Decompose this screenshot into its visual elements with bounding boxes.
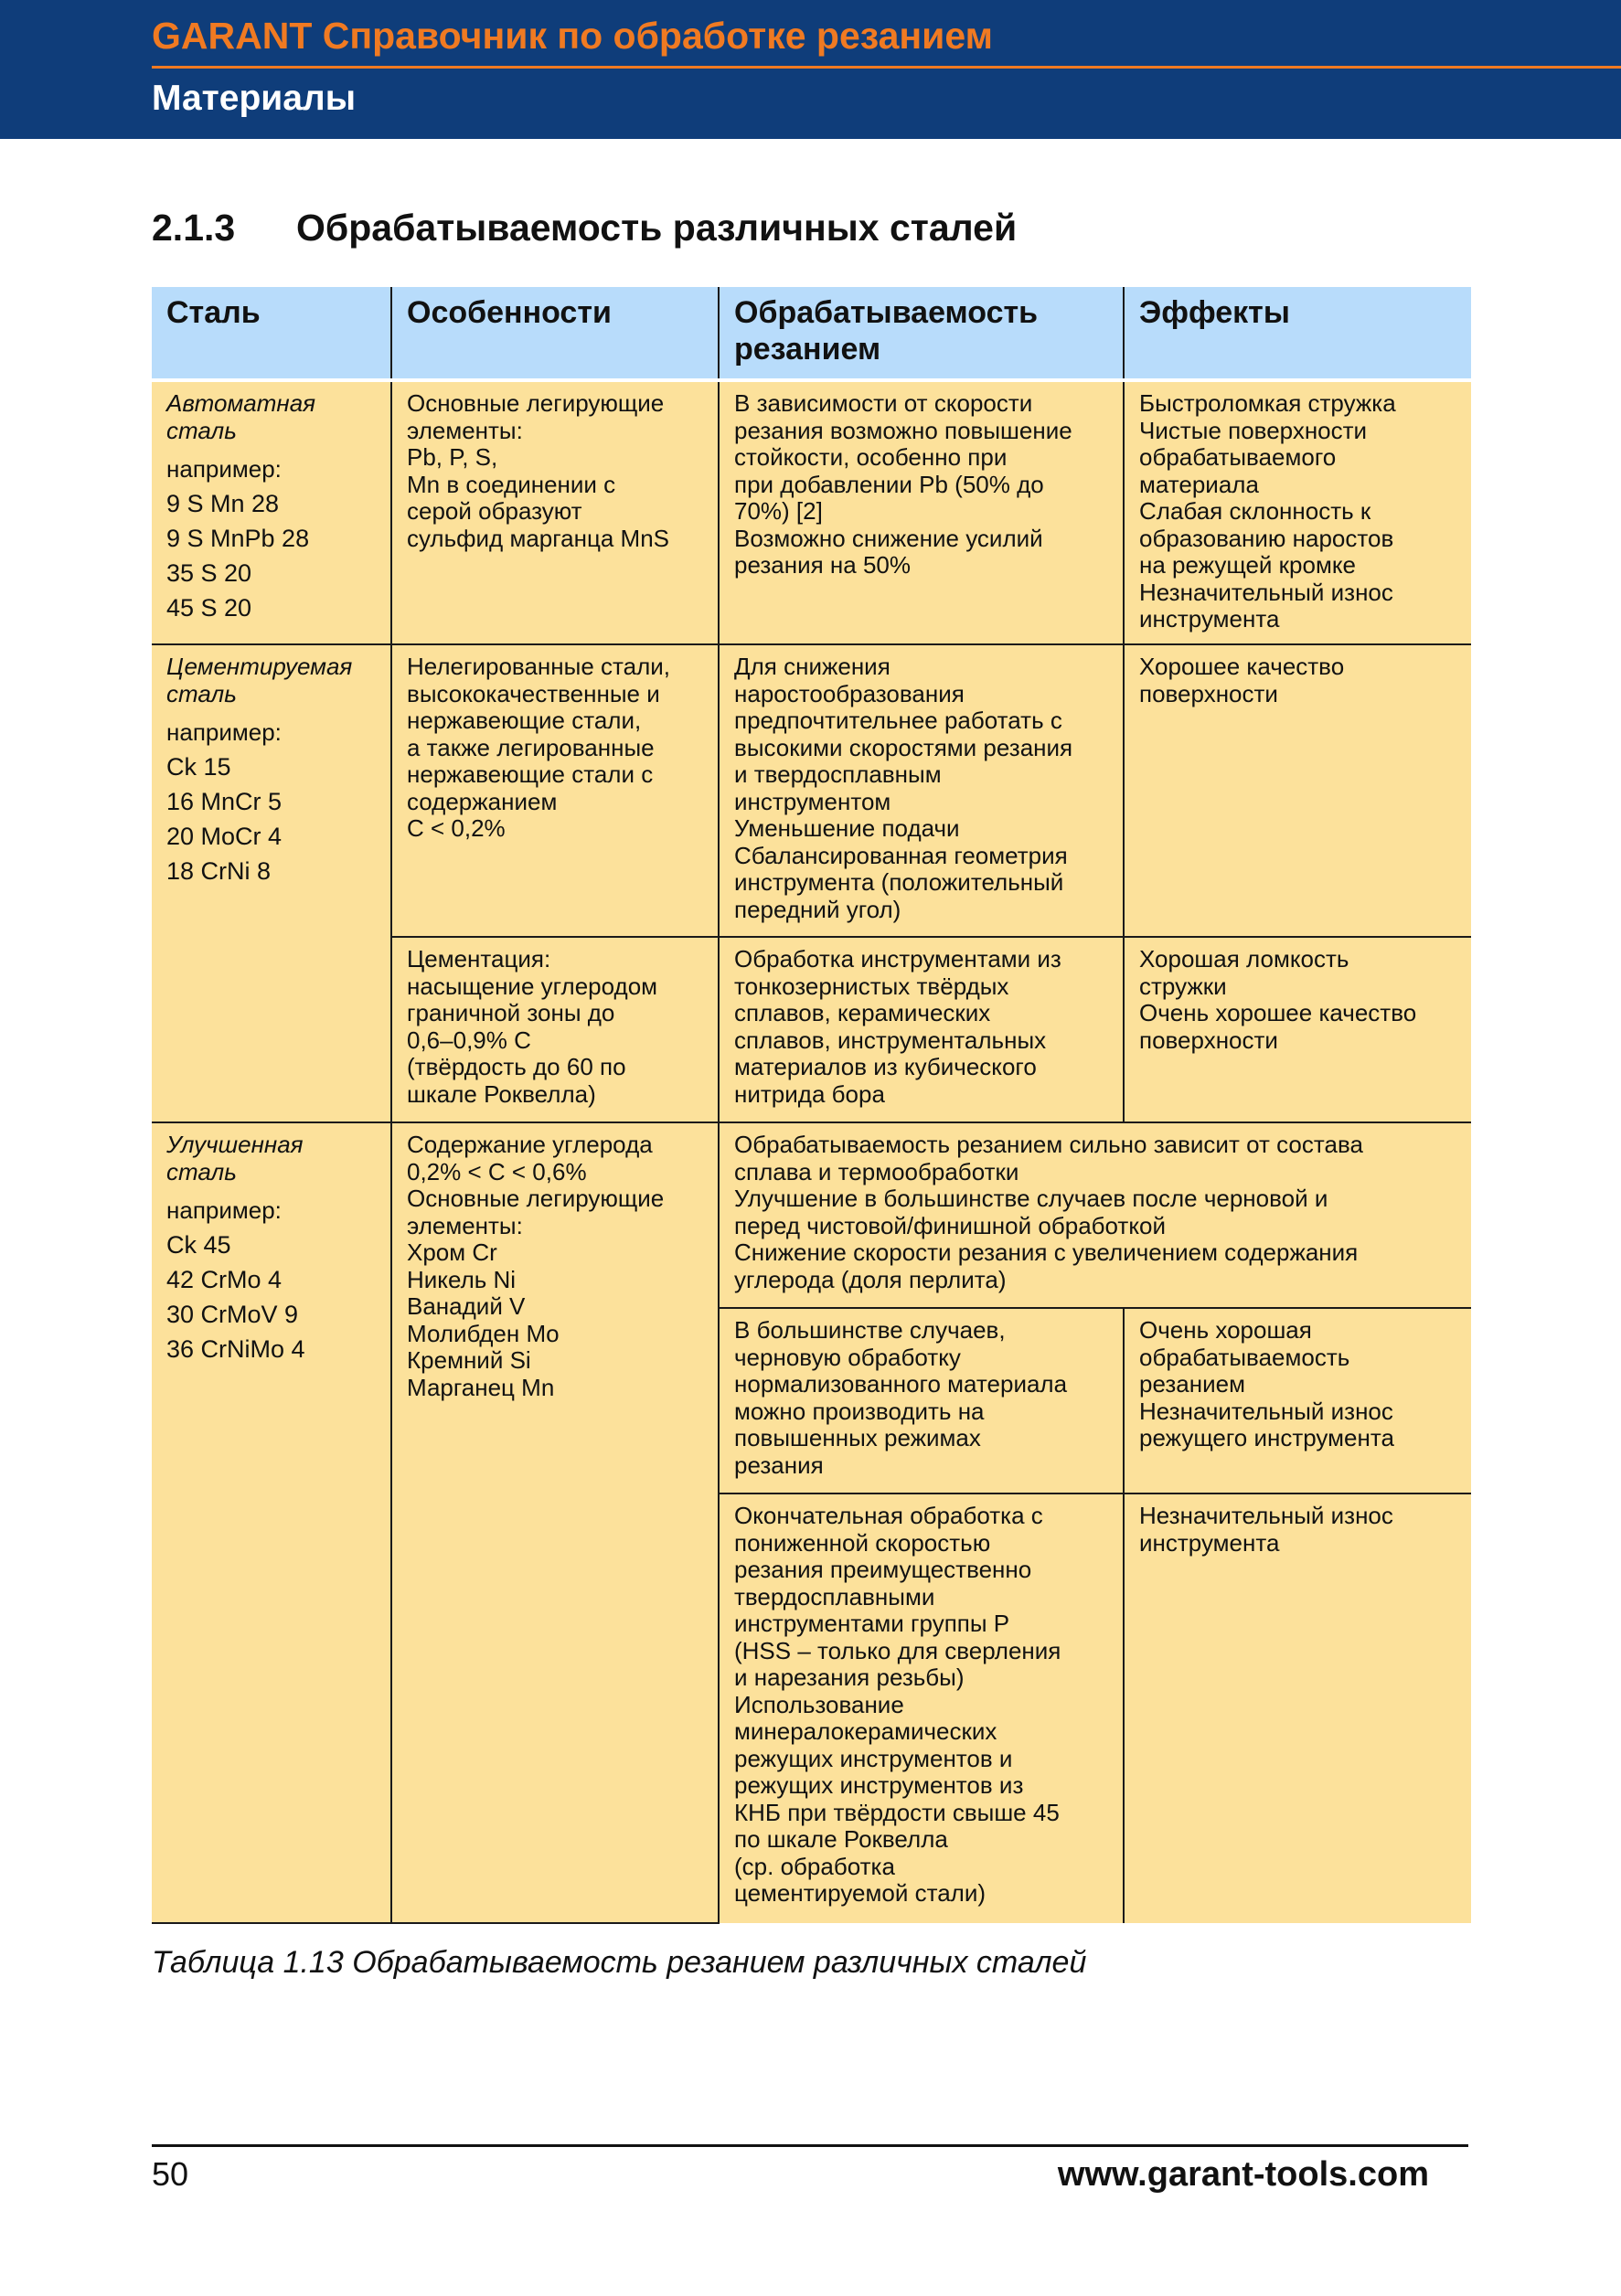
cell-text-line: стойкости, особенно при	[734, 443, 1008, 471]
handbook-title: GARANT Справочник по обработке резанием	[152, 15, 993, 57]
section-number: 2.1.3	[152, 207, 236, 249]
effects-cell	[1124, 937, 1471, 1122]
cell-text-line: Сбалансированная геометрия	[734, 841, 1068, 869]
cell-text-line: серой образуют	[407, 497, 582, 525]
cell-text-line: насыщение углеродом	[407, 972, 658, 1000]
cell-text-line: шкале Роквелла)	[407, 1079, 596, 1108]
cell-text-line: Содержание углерода	[407, 1131, 653, 1158]
cell-text-line: Pb, P, S,	[407, 443, 498, 471]
cell-text-line: минералокерамических	[734, 1717, 997, 1745]
cell-text-line: резания на 50%	[734, 551, 911, 579]
cell-text-line: Незначительный износ	[1139, 1502, 1393, 1529]
cell-text-line: (твёрдость до 60 по	[407, 1053, 626, 1080]
page-number: 50	[152, 2155, 189, 2193]
cell-text-line: Улучшенная	[166, 1131, 304, 1158]
example-label: например:	[166, 1196, 282, 1224]
cell-text-line: повышенных режимах	[734, 1424, 981, 1451]
cell-text-line: Ванадий V	[407, 1292, 526, 1320]
cell-text-line: по шкале Роквелла	[734, 1825, 948, 1853]
cell-text-line: Хром Cr	[407, 1238, 497, 1266]
cell-text-line: Цементация:	[407, 945, 551, 973]
cell-text-line: поверхности	[1139, 679, 1278, 707]
machinability-cell	[719, 644, 1124, 937]
cell-text-line: Обработка инструментами из	[734, 945, 1061, 973]
cell-text-line: Основные легирующие	[407, 1185, 665, 1212]
machinability-cell	[719, 1493, 1124, 1923]
section-heading	[152, 207, 1017, 250]
cell-text-line: Никель Ni	[407, 1265, 517, 1293]
cell-text-line: Быстроломкая стружка	[1139, 389, 1396, 417]
cell-text-line: элементы:	[407, 416, 523, 444]
table-row	[152, 644, 1471, 937]
cell-text-line: передний угол)	[734, 895, 901, 923]
cell-text-line: Нелегированные стали,	[407, 653, 670, 680]
example-label: например:	[166, 455, 282, 483]
cell-text-line: резания возможно повышение	[734, 416, 1072, 444]
features-cell	[391, 937, 719, 1122]
effects-cell	[1124, 1493, 1471, 1923]
cell-text-line: сталь	[166, 679, 237, 707]
cell-text-line: Улучшение в большинстве случаев после черновой и	[734, 1185, 1328, 1212]
cell-text-line: углерода (доля перлита)	[734, 1265, 1007, 1293]
steel-grade: 9 S Mn 28	[166, 490, 280, 517]
steel-grade: Ck 45	[166, 1231, 231, 1259]
footer-divider	[152, 2144, 1468, 2147]
cell-text-line: 0,2% < C < 0,6%	[407, 1157, 587, 1185]
steel-grade: Ck 15	[166, 753, 231, 781]
steel-grade: 35 S 20	[166, 559, 252, 587]
example-label: например:	[166, 718, 282, 746]
features-cell	[391, 380, 719, 644]
cell-text-line: и твердосплавным	[734, 760, 942, 788]
cell-text-line: Очень хорошее качество	[1139, 999, 1417, 1026]
footer-url[interactable]: www.garant-tools.com	[1057, 2155, 1429, 2194]
cell-text-line: КНБ при твёрдости свыше 45	[734, 1798, 1060, 1826]
machinability-cell	[719, 380, 1124, 644]
cell-text-line: Основные легирующие	[407, 389, 665, 417]
cell-text-line: Незначительный износ	[1139, 1397, 1393, 1425]
steel-grade: 30 CrMoV 9	[166, 1301, 299, 1328]
cell-text-line: элементы:	[407, 1211, 523, 1239]
cell-text-line: сплава и термообработки	[734, 1157, 1019, 1185]
cell-text-line: высококачественные и	[407, 679, 660, 707]
features-cell	[391, 1122, 719, 1923]
cell-text-line: Уменьшение подачи	[734, 814, 960, 842]
cell-text-line: нержавеющие стали,	[407, 707, 642, 734]
cell-text-line: Хорошая ломкость	[1139, 945, 1349, 973]
cell-text-line: (ср. обработка	[734, 1852, 895, 1880]
cell-text-line: пониженной скоростью	[734, 1528, 991, 1557]
steel-case-hardening	[152, 644, 391, 1122]
cell-text-line: инструментом	[734, 787, 891, 815]
cell-text-line: стружки	[1139, 972, 1227, 1000]
machinability-general-cell	[719, 1122, 1471, 1308]
steel-grade: 18 CrNi 8	[166, 857, 272, 885]
cell-text-line: Кремний Si	[407, 1346, 531, 1374]
steel-grade: 42 CrMo 4	[166, 1266, 283, 1293]
cell-text-line: высокими скоростями резания	[734, 733, 1073, 761]
cell-text-line: на режущей кромке	[1139, 551, 1356, 579]
cell-text-line: Слабая склонность к	[1139, 497, 1371, 525]
cell-text-line: нитрида бора	[734, 1079, 885, 1108]
cell-text-line: сталь	[166, 1157, 237, 1185]
cell-text-line: Для снижения	[734, 653, 890, 680]
cell-text-line: сплавов, инструментальных	[734, 1026, 1047, 1054]
cell-text-line: тонкозернистых твёрдых	[734, 972, 1009, 1000]
cell-text-line: Хорошее качество	[1139, 653, 1345, 680]
machinability-table	[152, 287, 1471, 1924]
cell-text-line: режущего инструмента	[1139, 1424, 1394, 1451]
cell-text-line: резанием	[1139, 1370, 1245, 1398]
cell-text-line: сплавов, керамических	[734, 999, 991, 1026]
steel-grade: 20 MoCr 4	[166, 823, 283, 850]
cell-text-line: наростообразования	[734, 679, 965, 707]
machinability-cell	[719, 937, 1124, 1122]
cell-text-line: инструмента (положительный	[734, 868, 1064, 896]
cell-text-line: (HSS – только для сверления	[734, 1636, 1061, 1664]
cell-text-line: перед чистовой/финишной обработкой	[734, 1211, 1166, 1239]
cell-text-line: В большинстве случаев,	[734, 1316, 1006, 1344]
cell-text-line: граничной зоны до	[407, 999, 615, 1026]
cell-text-line: инструментами группы P	[734, 1610, 1010, 1637]
cell-text-line: сталь	[166, 416, 237, 444]
cell-text-line: Снижение скорости резания с увеличением содержания	[734, 1238, 1359, 1266]
effects-cell	[1124, 1308, 1471, 1493]
cell-text-line: резания преимущественно	[734, 1556, 1032, 1583]
cell-text-line: образованию наростов	[1139, 524, 1394, 552]
features-cell	[391, 644, 719, 937]
cell-text-line: а также легированные	[407, 733, 655, 761]
cell-text-line: содержанием	[407, 787, 558, 815]
cell-text-line: Окончательная обработка с	[734, 1502, 1043, 1529]
cell-text-line: C < 0,2%	[407, 814, 506, 842]
table-header-row	[152, 287, 1471, 380]
cell-text-line: инструмента	[1139, 605, 1280, 632]
steel-grade: 9 S MnPb 28	[166, 525, 310, 552]
cell-text-line: обрабатываемого	[1139, 443, 1337, 471]
table-caption: Таблица 1.13 Обрабатываемость резанием различных сталей	[152, 1945, 1087, 1980]
steel-grade: 36 CrNiMo 4	[166, 1335, 305, 1363]
cell-text-line: Цементируемая	[166, 653, 353, 680]
cell-text-line: резания	[734, 1451, 824, 1479]
cell-text-line: нержавеющие стали с	[407, 760, 654, 788]
header-divider	[152, 66, 1621, 69]
cell-text-line: Очень хорошая	[1139, 1316, 1312, 1344]
cell-text-line: Использование	[734, 1690, 904, 1718]
cell-text-line: Марганец Mn	[407, 1373, 555, 1401]
cell-text-line: можно производить на	[734, 1397, 985, 1425]
page-header	[0, 0, 1621, 139]
header-effects: Эффекты	[1124, 287, 1471, 380]
cell-text-line: твердосплавными	[734, 1582, 935, 1610]
cell-text-line: Возможно снижение усилий	[734, 524, 1043, 552]
effects-cell	[1124, 644, 1471, 937]
cell-text-line: и нарезания резьбы)	[734, 1664, 965, 1691]
cell-text-line: материалов из кубического	[734, 1053, 1037, 1080]
header-machinability: Обрабатываемость резанием	[719, 287, 1124, 380]
cell-text-line: черновую обработку	[734, 1343, 961, 1371]
header-features: Особенности	[391, 287, 719, 380]
cell-text-line: сульфид марганца MnS	[407, 524, 670, 552]
cell-text-line: Автоматная	[166, 389, 316, 417]
effects-cell	[1124, 380, 1471, 644]
cell-text-line: Mn в соединении с	[407, 470, 616, 498]
cell-text-line: при добавлении Pb (50% до	[734, 470, 1044, 498]
cell-text-line: режущих инструментов и	[734, 1744, 1013, 1772]
chapter-title: Материалы	[152, 79, 357, 118]
cell-text-line: поверхности	[1139, 1026, 1278, 1054]
machinability-cell	[719, 1308, 1124, 1493]
cell-text-line: инструмента	[1139, 1528, 1280, 1557]
cell-text-line: материала	[1139, 470, 1259, 498]
cell-text-line: Незначительный износ	[1139, 578, 1393, 606]
table-row	[152, 1122, 1471, 1308]
cell-text-line: обрабатываемость	[1139, 1343, 1350, 1371]
header-steel: Сталь	[152, 287, 391, 380]
cell-text-line: В зависимости от скорости	[734, 389, 1033, 417]
cell-text-line: цементируемой стали)	[734, 1879, 986, 1907]
cell-text-line: 0,6–0,9% C	[407, 1026, 531, 1054]
cell-text-line: 70%) [2]	[734, 497, 823, 525]
section-title: Обрабатываемость различных сталей	[296, 207, 1018, 249]
cell-text-line: Молибден Mo	[407, 1319, 560, 1347]
cell-text-line: Обрабатываемость резанием сильно зависит от состава	[734, 1131, 1363, 1158]
cell-text-line: режущих инструментов из	[734, 1771, 1024, 1799]
steel-free-cutting	[152, 380, 391, 644]
cell-text-line: предпочтительнее работать с	[734, 707, 1062, 734]
steel-grade: 45 S 20	[166, 594, 252, 622]
table-row	[152, 380, 1471, 644]
cell-text-line: нормализованного материала	[734, 1370, 1068, 1398]
cell-text-line: Чистые поверхности	[1139, 416, 1368, 444]
steel-grade: 16 MnCr 5	[166, 788, 283, 815]
steel-tempered	[152, 1122, 391, 1923]
